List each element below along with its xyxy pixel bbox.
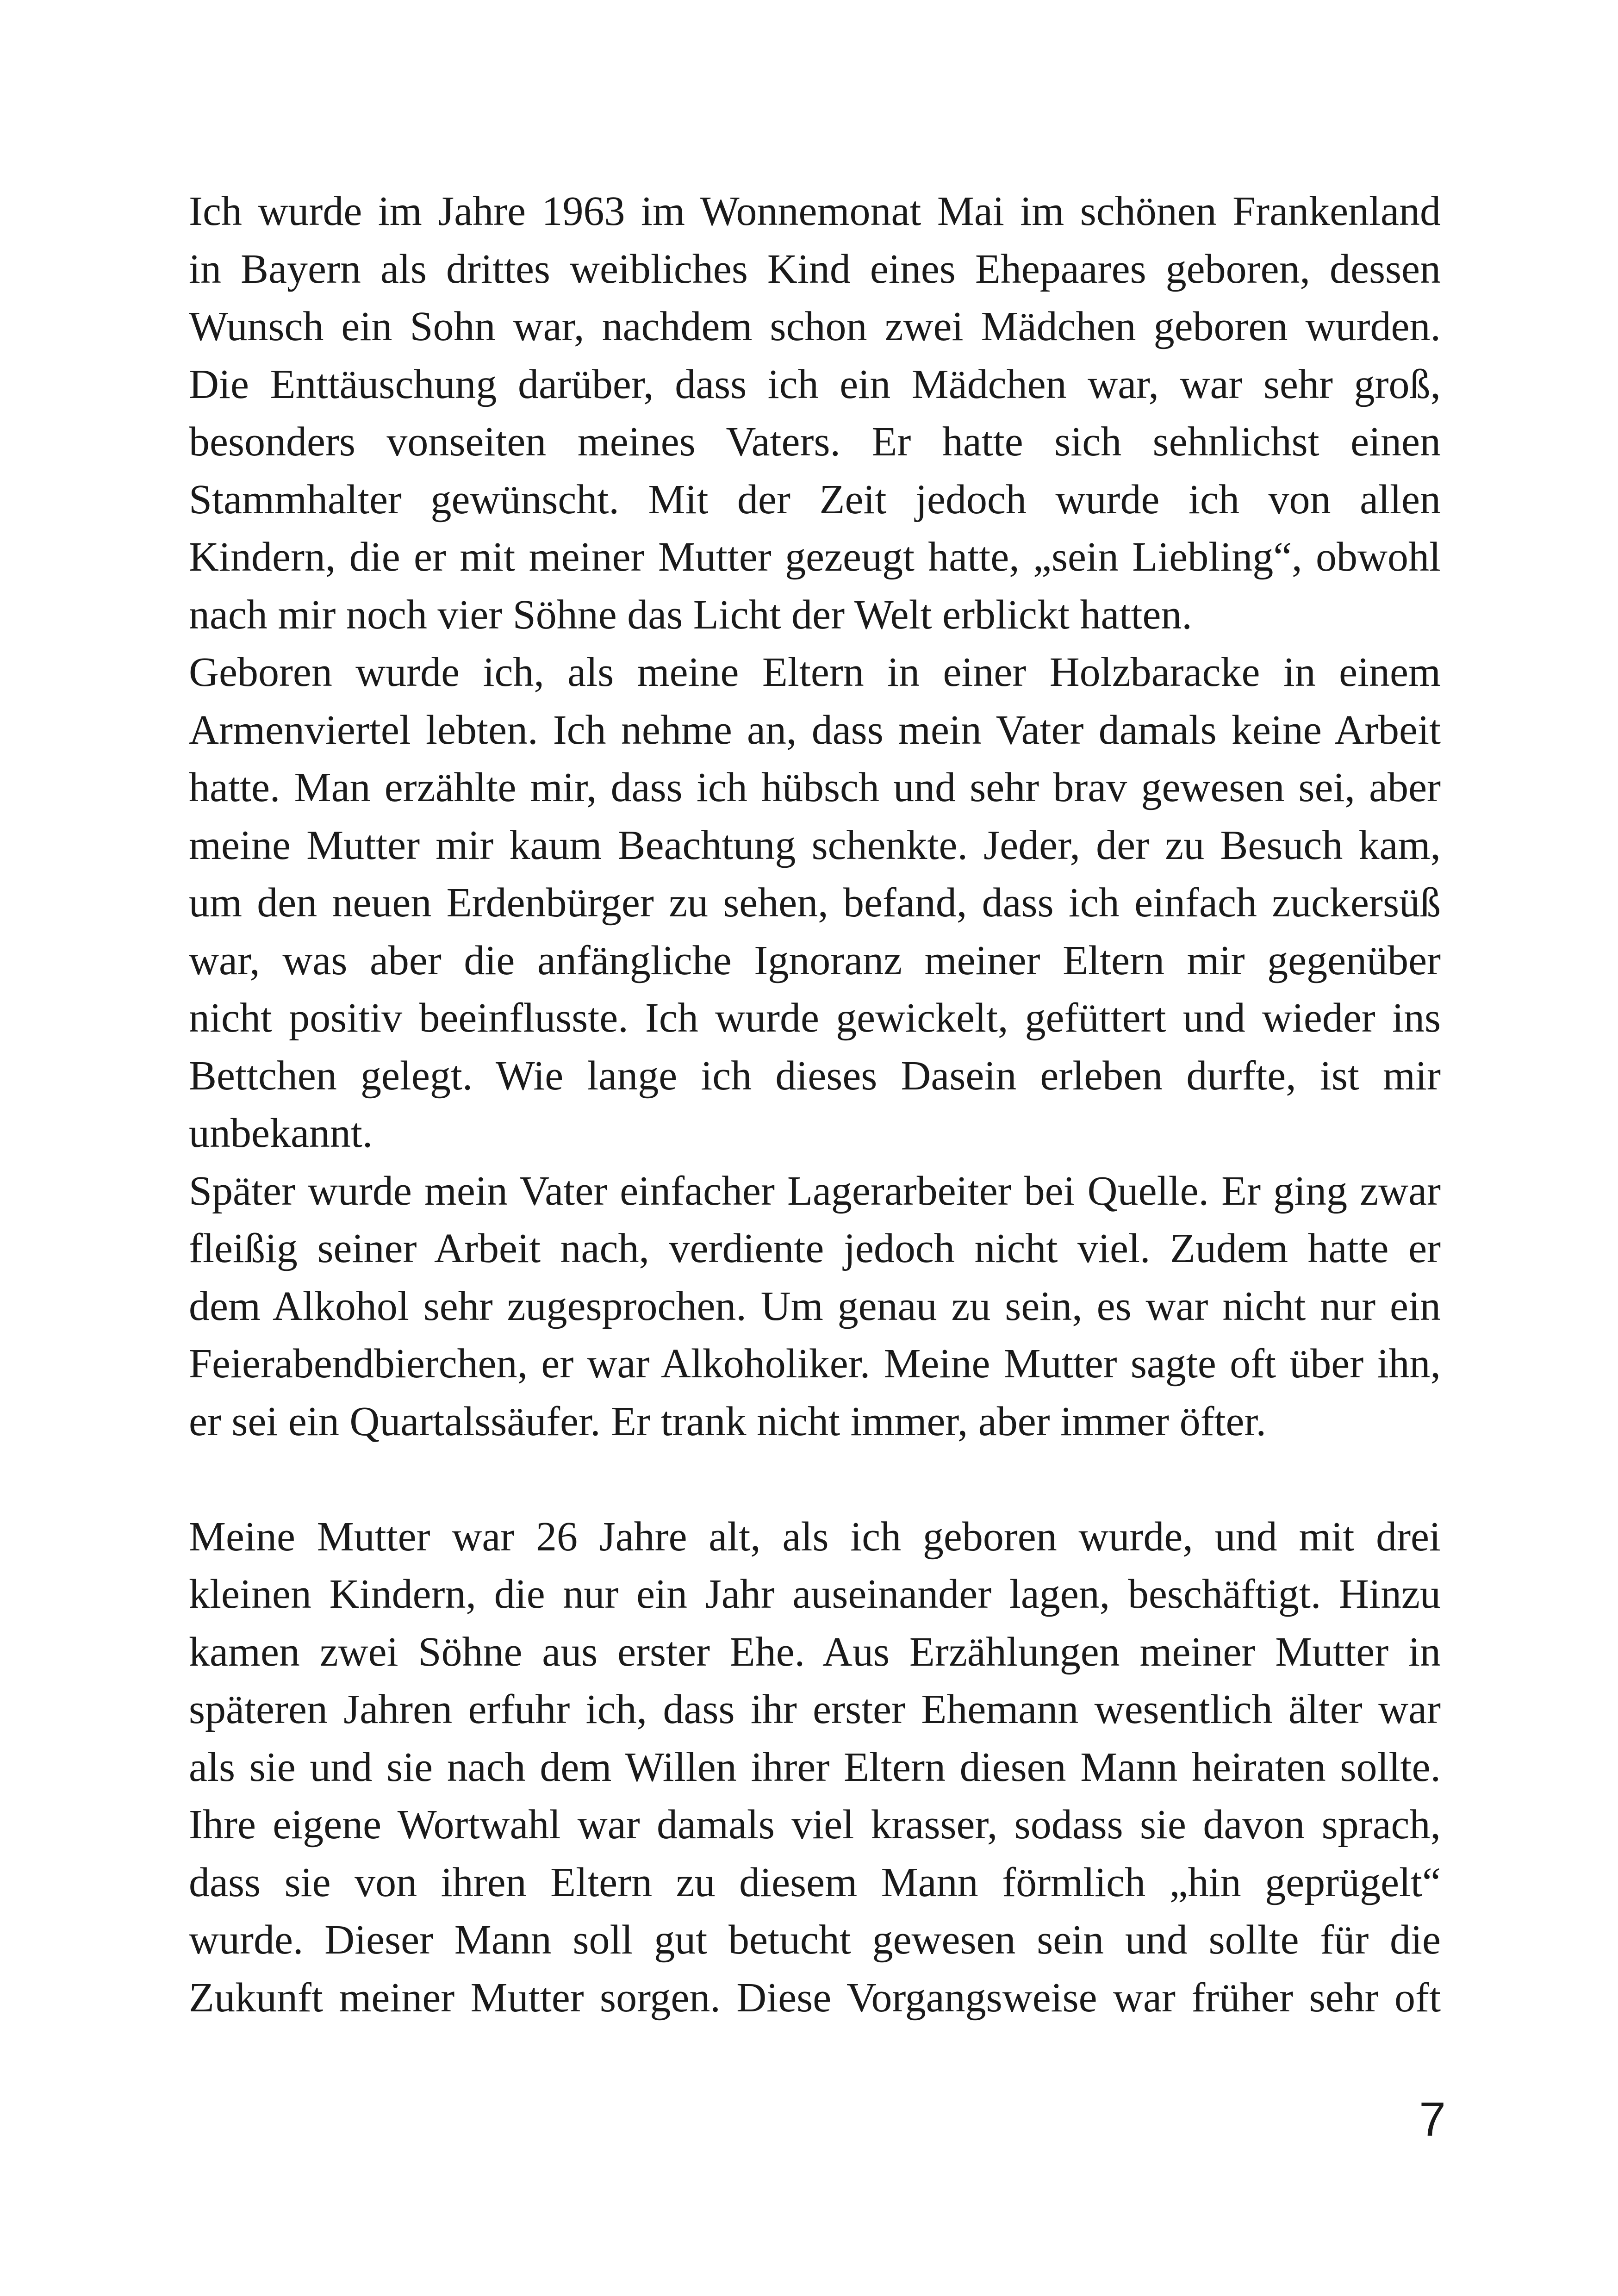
- text-line: er sei ein Quartalssäufer. Er trank nicht immer, aber immer öfter.: [189, 1398, 1267, 1444]
- text-line: dem Alkohol sehr zugesprochen. Um genau zu sein, es war nicht nur ein: [189, 1283, 1441, 1329]
- text-line: Später wurde mein Vater einfacher Lagerarbeiter bei Quelle. Er ging zwar: [189, 1168, 1441, 1214]
- text-line: wurde. Dieser Mann soll gut betucht gewesen sein und sollte für die: [189, 1917, 1441, 1963]
- paragraph-1: [189, 183, 1441, 644]
- text-line: Geboren wurde ich, als meine Eltern in einer Holzbaracke in einem: [189, 649, 1441, 695]
- page-number: 7: [1419, 2093, 1446, 2147]
- text-line: Zukunft meiner Mutter sorgen. Diese Vorgangsweise war früher sehr oft: [189, 1974, 1441, 2021]
- paragraph-3: [189, 1163, 1441, 1451]
- text-line: späteren Jahren erfuhr ich, dass ihr erster Ehemann wesentlich älter war: [189, 1686, 1441, 1732]
- text-line: Stammhalter gewünscht. Mit der Zeit jedoch wurde ich von allen: [189, 476, 1441, 523]
- text-line: nicht positiv beeinflusste. Ich wurde gewickelt, gefüttert und wieder ins: [189, 995, 1441, 1041]
- text-line: war, was aber die anfängliche Ignoranz meiner Eltern mir gegenüber: [189, 937, 1441, 983]
- paragraph-spacer: [189, 1450, 1441, 1508]
- text-line: Armenviertel lebten. Ich nehme an, dass mein Vater damals keine Arbeit: [189, 707, 1441, 753]
- text-line: Die Enttäuschung darüber, dass ich ein Mädchen war, war sehr groß,: [189, 361, 1441, 407]
- text-line: kamen zwei Söhne aus erster Ehe. Aus Erzählungen meiner Mutter in: [189, 1629, 1441, 1675]
- text-line: unbekannt.: [189, 1110, 373, 1156]
- text-line: Ihre eigene Wortwahl war damals viel krasser, sodass sie davon sprach,: [189, 1802, 1441, 1848]
- text-line: besonders vonseiten meines Vaters. Er hatte sich sehnlichst einen: [189, 419, 1441, 465]
- paragraph-2: [189, 644, 1441, 1163]
- text-line: hatte. Man erzählte mir, dass ich hübsch und sehr brav gewesen sei, aber: [189, 765, 1441, 810]
- text-line: um den neuen Erdenbürger zu sehen, befand, dass ich einfach zuckersüß: [189, 880, 1441, 926]
- text-line: nach mir noch vier Söhne das Licht der Welt erblickt hatten.: [189, 591, 1192, 638]
- paragraph-4: [189, 1508, 1441, 2027]
- body-text: [189, 183, 1441, 2027]
- text-line: kleinen Kindern, die nur ein Jahr auseinander lagen, beschäftigt. Hinzu: [189, 1571, 1441, 1617]
- text-line: dass sie von ihren Eltern zu diesem Mann förmlich „hin geprügelt“: [189, 1859, 1441, 1905]
- text-line: Meine Mutter war 26 Jahre alt, als ich geboren wurde, und mit drei: [189, 1513, 1441, 1560]
- text-line: Kindern, die er mit meiner Mutter gezeugt hatte, „sein Liebling“, obwohl: [189, 534, 1441, 580]
- text-line: in Bayern als drittes weibliches Kind eines Ehepaares geboren, dessen: [189, 246, 1441, 292]
- text-line: als sie und sie nach dem Willen ihrer Eltern diesen Mann heiraten sollte.: [189, 1744, 1441, 1790]
- text-line: Ich wurde im Jahre 1963 im Wonnemonat Mai im schönen Frankenland: [189, 188, 1441, 234]
- text-line: meine Mutter mir kaum Beachtung schenkte. Jeder, der zu Besuch kam,: [189, 822, 1441, 868]
- text-line: Feierabendbierchen, er war Alkoholiker. Meine Mutter sagte oft über ihn,: [189, 1341, 1441, 1387]
- text-line: fleißig seiner Arbeit nach, verdiente jedoch nicht viel. Zudem hatte er: [189, 1226, 1441, 1271]
- text-line: Wunsch ein Sohn war, nachdem schon zwei Mädchen geboren wurden.: [189, 304, 1441, 349]
- text-line: Bettchen gelegt. Wie lange ich dieses Dasein erleben durfte, ist mir: [189, 1052, 1441, 1099]
